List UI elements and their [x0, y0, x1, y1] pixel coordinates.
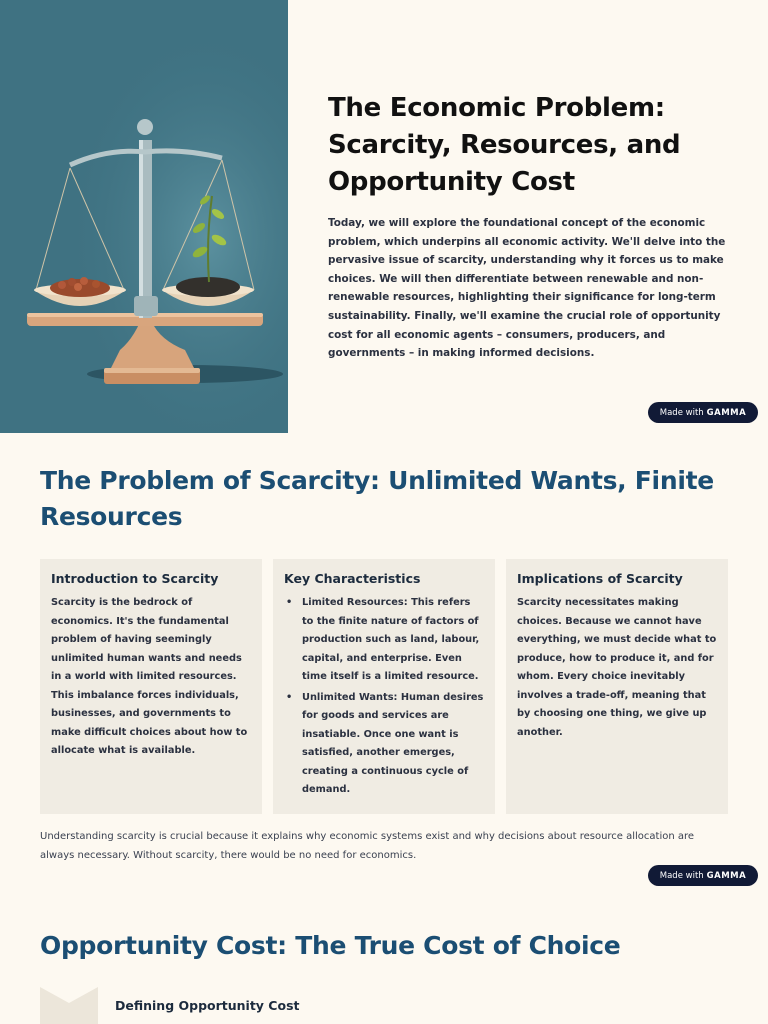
characteristics-list — [284, 594, 484, 800]
page-title: The Economic Problem: Scarcity, Resources, and Opportunity Cost — [328, 93, 681, 197]
card-key-characteristics — [273, 559, 495, 814]
bookmark-icon — [40, 987, 98, 1024]
made-with-gamma-badge[interactable] — [648, 402, 758, 423]
list-item: • Unlimited Wants: Human desires for goods and services are insatiable. Once one want is satisfied, another emerges, creating a continuous cycle of demand. — [284, 689, 484, 800]
made-with-gamma-badge[interactable] — [648, 865, 758, 886]
opportunity-cost-heading: Opportunity Cost: The True Cost of Choice — [40, 931, 621, 960]
scarcity-heading: The Problem of Scarcity: Unlimited Wants, Finite Resources — [40, 466, 714, 531]
card-implications-of-scarcity — [506, 559, 728, 814]
card-title: Key Characteristics — [284, 571, 421, 586]
intro-paragraph: Today, we will explore the foundational concept of the economic problem, which underpins all economic activity. We'll delve into the pervasive issue of scarcity, understanding why it forces us to make choices. We will then differentiate between renewable and non-renewable resources, highlighting their significance for long-term sustainability. Finally, we'll examine the crucial role of opportunity cost for all economic agents – consumers, producers, and governments – in making informed decisions. — [328, 217, 726, 360]
list-item: • Limited Resources: This refers to the finite nature of factors of production such as land, labour, capital, and enterprise. Even time itself is a limited resource. — [284, 594, 484, 687]
badge-prefix: Made with — [659, 407, 704, 418]
card-introduction-to-scarcity — [40, 559, 262, 814]
card-title: Implications of Scarcity — [517, 571, 683, 586]
gamma-logo: GAMMA — [706, 870, 747, 881]
gamma-logo: GAMMA — [706, 407, 747, 418]
defining-opportunity-cost-subheading: Defining Opportunity Cost — [115, 998, 300, 1013]
title-slide — [0, 0, 768, 433]
card-text: Scarcity necessitates making choices. Because we cannot have everything, we must decide what to produce, how to produce it, and for whom. Every choice inevitably involves a trade-off, meaning that by choosing one thing, we give up another. — [517, 597, 717, 738]
card-title: Introduction to Scarcity — [51, 571, 219, 586]
scarcity-summary: Understanding scarcity is crucial because it explains why economic systems exist and why decisions about resource allocation are always necessary. Without scarcity, there would be no need for economics. — [40, 831, 695, 861]
balance-scale-illustration — [0, 0, 288, 433]
badge-prefix: Made with — [659, 870, 704, 881]
card-text: Scarcity is the bedrock of economics. It's the fundamental problem of having seemingly unlimited human wants and needs in a world with limited resources. This imbalance forces individuals, businesses, and governments to make difficult choices about how to allocate what is available. — [51, 597, 248, 756]
